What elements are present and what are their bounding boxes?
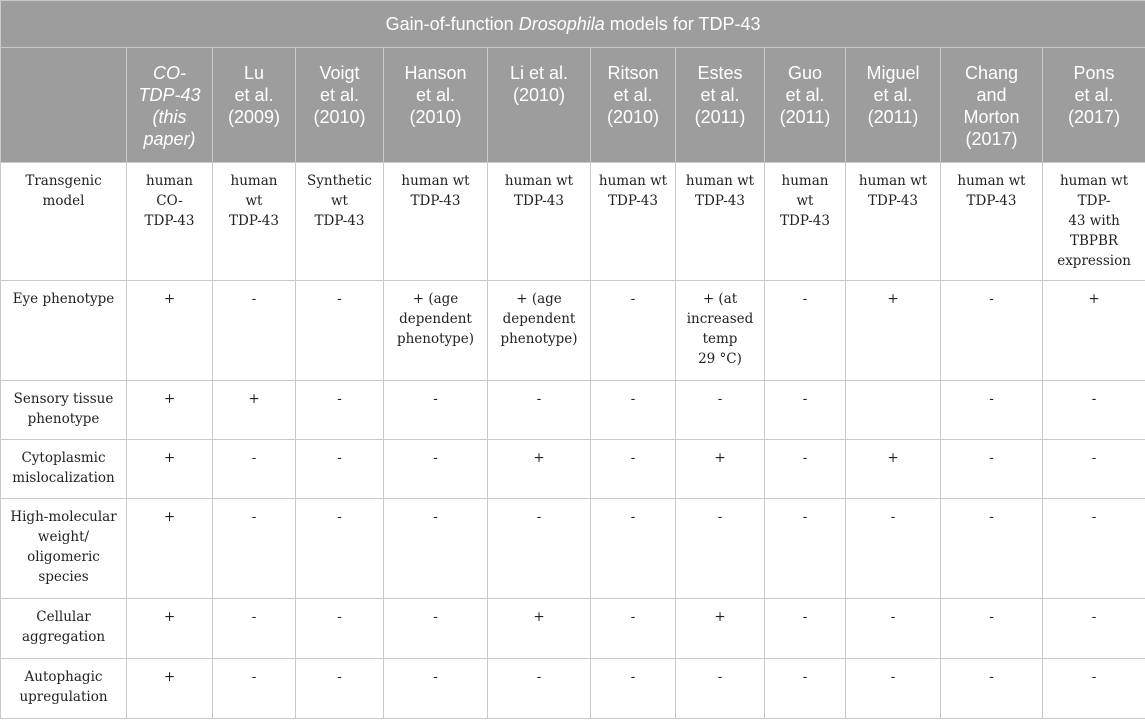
column-header: Chang and Morton (2017) — [941, 48, 1043, 163]
table-cell: - — [765, 499, 846, 599]
table-cell: + (age dependent phenotype) — [384, 281, 488, 381]
table-cell: human wt TDP-43 — [676, 163, 765, 281]
table-row — [1, 599, 1145, 659]
column-header-row — [1, 48, 1145, 163]
table-cell: human CO- TDP-43 — [127, 163, 213, 281]
table-cell: + — [846, 440, 941, 499]
table-cell: human wt TDP-43 — [384, 163, 488, 281]
table-cell: - — [676, 659, 765, 719]
table-cell: - — [846, 499, 941, 599]
table-row — [1, 499, 1145, 599]
row-label: Cytoplasmic mislocalization — [1, 440, 127, 499]
table-cell: - — [213, 659, 296, 719]
table-cell: human wt TDP-43 — [846, 163, 941, 281]
column-header: Lu et al. (2009) — [213, 48, 296, 163]
table-cell: human wt TDP-43 — [765, 163, 846, 281]
table-cell: - — [765, 440, 846, 499]
table-cell: + — [127, 499, 213, 599]
column-header: Ritson et al. (2010) — [591, 48, 676, 163]
column-header: Hanson et al. (2010) — [384, 48, 488, 163]
table-cell: - — [488, 381, 591, 440]
table-cell: human wt TDP- 43 with TBPBR expression — [1043, 163, 1145, 281]
table-cell: Synthetic wt TDP-43 — [296, 163, 384, 281]
table-cell: + — [846, 281, 941, 381]
table-row — [1, 381, 1145, 440]
table-cell: - — [1043, 499, 1145, 599]
table-cell: - — [765, 281, 846, 381]
table-cell: - — [941, 381, 1043, 440]
column-header: Guo et al. (2011) — [765, 48, 846, 163]
table-cell: - — [296, 381, 384, 440]
table-cell: + — [676, 599, 765, 659]
column-header: Voigt et al. (2010) — [296, 48, 384, 163]
table-cell: - — [591, 659, 676, 719]
table-row — [1, 440, 1145, 499]
table-title-prefix: Gain-of-function — [385, 13, 519, 34]
row-label: Sensory tissue phenotype — [1, 381, 127, 440]
table-cell: human wt TDP-43 — [213, 163, 296, 281]
column-header-empty — [1, 48, 127, 163]
table-cell: human wt TDP-43 — [488, 163, 591, 281]
table-cell: - — [384, 659, 488, 719]
table-title — [1, 1, 1145, 48]
row-label: Cellular aggregation — [1, 599, 127, 659]
column-header: Li et al. (2010) — [488, 48, 591, 163]
table-cell: - — [296, 599, 384, 659]
row-label: Transgenic model — [1, 163, 127, 281]
table-row — [1, 163, 1145, 281]
table-title-italic: Drosophila — [518, 13, 605, 34]
row-label: Autophagic upregulation — [1, 659, 127, 719]
table-cell: - — [591, 599, 676, 659]
table-cell: human wt TDP-43 — [941, 163, 1043, 281]
table-cell: - — [213, 440, 296, 499]
table-cell: - — [941, 599, 1043, 659]
table-cell: - — [384, 381, 488, 440]
table-cell: - — [1043, 381, 1145, 440]
table-cell: - — [846, 599, 941, 659]
table-cell: - — [488, 499, 591, 599]
table-cell: - — [296, 440, 384, 499]
table-cell: - — [676, 381, 765, 440]
table-cell: - — [213, 599, 296, 659]
table-cell: + (at increased temp 29 °C) — [676, 281, 765, 381]
table-cell: + — [127, 440, 213, 499]
table-cell: + — [488, 440, 591, 499]
table-body — [1, 163, 1145, 719]
table-cell: - — [384, 499, 488, 599]
table-cell: - — [488, 659, 591, 719]
table-cell: - — [941, 281, 1043, 381]
table-cell: - — [1043, 440, 1145, 499]
table-cell: - — [591, 499, 676, 599]
table-cell: human wt TDP-43 — [591, 163, 676, 281]
table-cell — [846, 381, 941, 440]
table-row — [1, 281, 1145, 381]
table-cell: - — [296, 499, 384, 599]
table-cell: - — [941, 440, 1043, 499]
table-cell: - — [765, 659, 846, 719]
table-row — [1, 659, 1145, 719]
table-cell: + (age dependent phenotype) — [488, 281, 591, 381]
table-cell: - — [1043, 599, 1145, 659]
table-cell: + — [127, 659, 213, 719]
table-cell: + — [213, 381, 296, 440]
table-title-row — [1, 1, 1145, 48]
table-cell: + — [127, 599, 213, 659]
table-cell: - — [941, 499, 1043, 599]
table-cell: - — [846, 659, 941, 719]
column-header: Miguel et al. (2011) — [846, 48, 941, 163]
table-title-suffix: models for TDP-43 — [604, 13, 761, 34]
table-cell: - — [765, 381, 846, 440]
table-cell: - — [296, 281, 384, 381]
table-cell: - — [765, 599, 846, 659]
table-cell: - — [384, 599, 488, 659]
row-label: Eye phenotype — [1, 281, 127, 381]
table-cell: + — [676, 440, 765, 499]
row-label: High-molecular weight/ oligomeric species — [1, 499, 127, 599]
table-cell: - — [591, 381, 676, 440]
column-header: Estes et al. (2011) — [676, 48, 765, 163]
table-cell: + — [127, 281, 213, 381]
table-cell: - — [1043, 659, 1145, 719]
table-cell: - — [213, 499, 296, 599]
table-cell: - — [296, 659, 384, 719]
column-header: CO- TDP-43 (this paper) — [127, 48, 213, 163]
table-cell: - — [591, 440, 676, 499]
table-cell: - — [384, 440, 488, 499]
table-cell: - — [591, 281, 676, 381]
table-cell: + — [488, 599, 591, 659]
table-cell: - — [676, 499, 765, 599]
table-cell: + — [127, 381, 213, 440]
table-cell: - — [213, 281, 296, 381]
table-cell: - — [941, 659, 1043, 719]
table-cell: + — [1043, 281, 1145, 381]
column-header: Pons et al. (2017) — [1043, 48, 1145, 163]
